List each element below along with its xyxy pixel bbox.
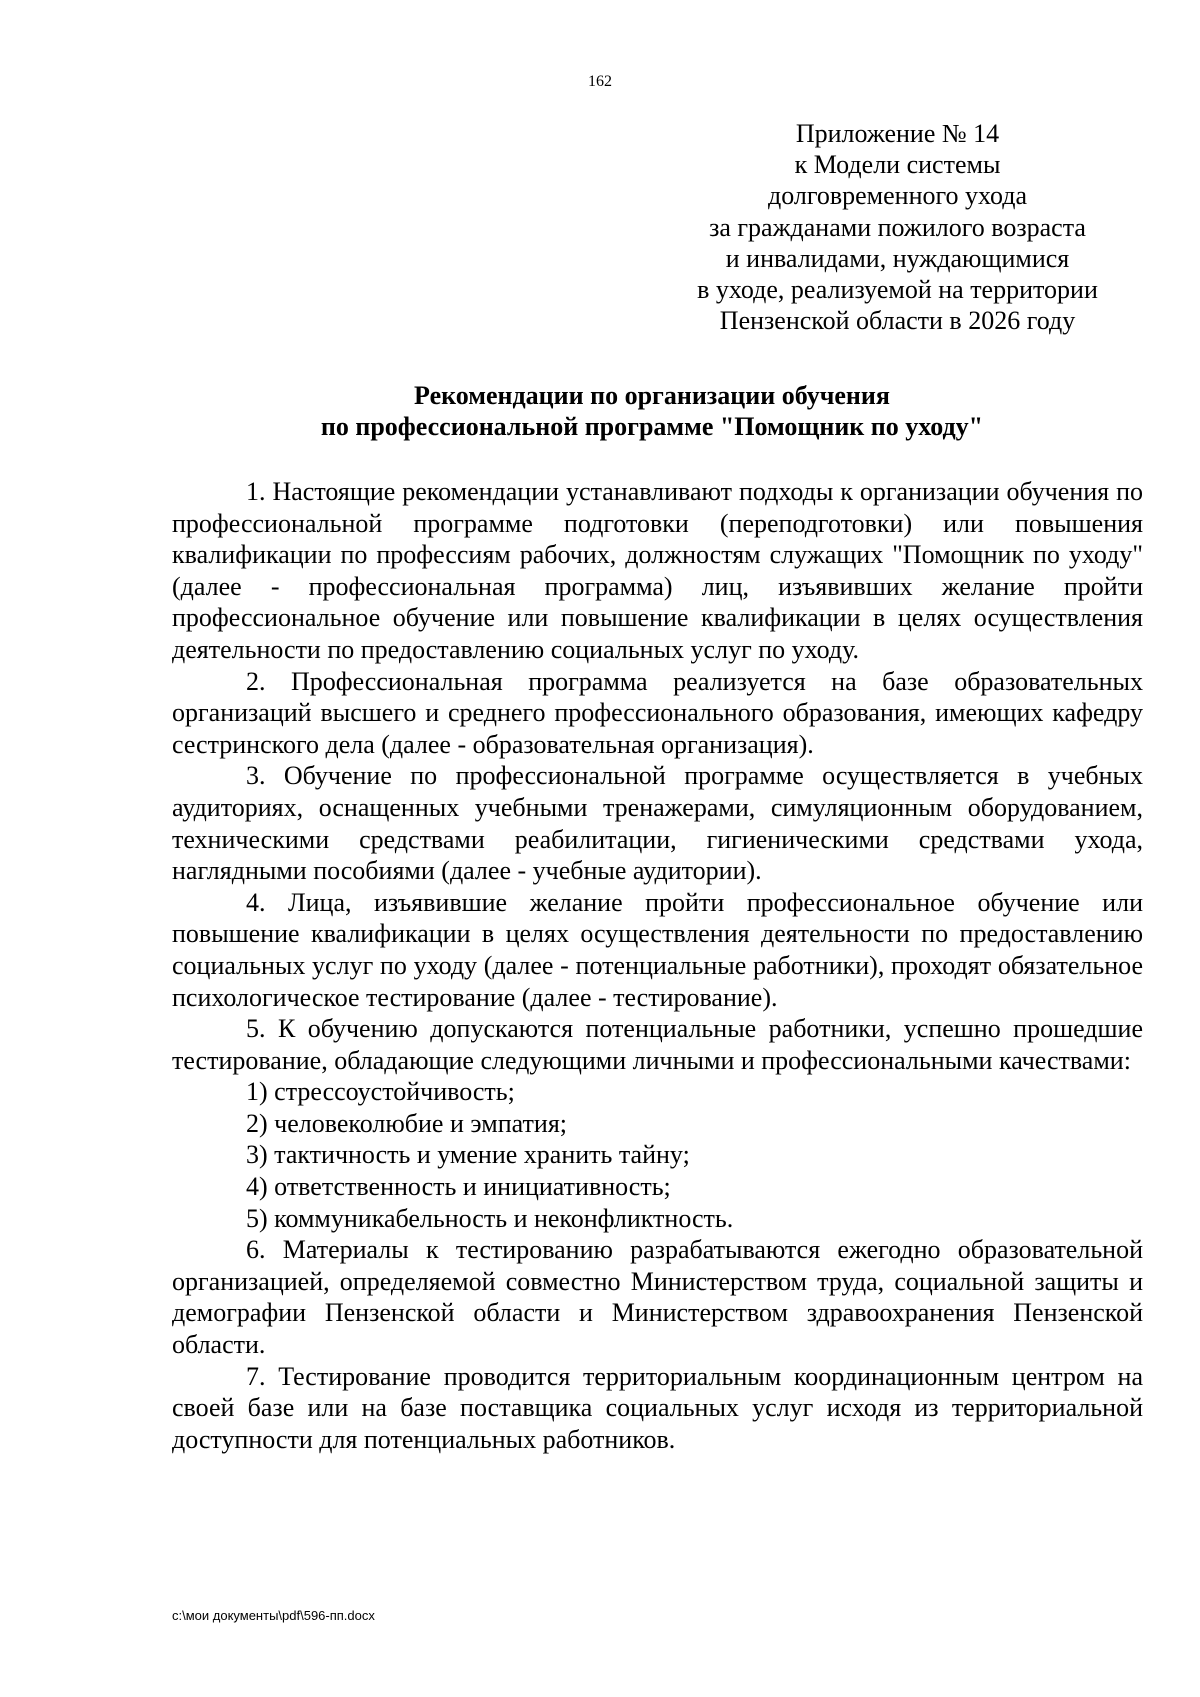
paragraph-7: 7. Тестирование проводится территориальным координационным центром на своей базе или на базе поставщика социальных услуг исходя из территориальной доступности для потенциальных работников. bbox=[172, 1361, 1143, 1454]
quality-item: 3) тактичность и умение хранить тайну; bbox=[246, 1140, 690, 1170]
document-body bbox=[172, 476, 1143, 1455]
paragraph-5: 5. К обучению допускаются потенциальные работники, успешно прошедшие тестирование, обладающие следующими личными и профессиональными качествами: bbox=[172, 1014, 1143, 1075]
appendix-line: Пензенской области в 2026 году bbox=[719, 306, 1076, 336]
paragraph-1: 1. Настоящие рекомендации устанавливают подходы к организации обучения по профессиональной программе подготовки (переподготовки) или повышения квалификации по профессиям рабочих, должностям служащих "Помощник по уходу" (далее - профессиональная программа) лиц, изъявивших желание пройти профессиональное обучение или повышение квалификации в целях осуществления деятельности по предоставлению социальных услуг по уходу. bbox=[172, 477, 1143, 664]
appendix-line: за гражданами пожилого возраста bbox=[709, 212, 1086, 242]
paragraph-6: 6. Материалы к тестированию разрабатываются ежегодно образовательной организацией, определяемой совместно Министерством труда, социальной защиты и демографии Пензенской области и Министерством здравоохранения Пензенской области. bbox=[172, 1235, 1143, 1360]
paragraph-2: 2. Профессиональная программа реализуется на базе образовательных организаций высшего и среднего профессионального образования, имеющих кафедру сестринского дела (далее - образовательная организация). bbox=[172, 666, 1143, 759]
quality-item: 5) коммуникабельность и неконфликтность. bbox=[246, 1203, 734, 1233]
file-path-footer: c:\мои документы\pdf\596-пп.docx bbox=[172, 1608, 375, 1623]
appendix-line: к Модели системы bbox=[794, 150, 1001, 180]
appendix-line: в уходе, реализуемой на территории bbox=[697, 275, 1098, 305]
appendix-header bbox=[660, 118, 1135, 336]
document-title bbox=[172, 380, 1132, 442]
quality-item: 1) стрессоустойчивость; bbox=[246, 1077, 515, 1107]
appendix-line: и инвалидами, нуждающимися bbox=[725, 243, 1070, 273]
quality-item: 2) человеколюбие и эмпатия; bbox=[246, 1108, 568, 1138]
page-number: 162 bbox=[588, 73, 612, 90]
paragraph-4: 4. Лица, изъявившие желание пройти профессиональное обучение или повышение квалификации в целях осуществления деятельности по предоставлению социальных услуг по уходу (далее - потенциальные работники), проходят обязательное психологическое тестирование (далее - тестирование). bbox=[172, 887, 1143, 1012]
title-line: Рекомендации по организации обучения bbox=[414, 381, 890, 410]
paragraph-3: 3. Обучение по профессиональной программе осуществляется в учебных аудиториях, оснащенных учебными тренажерами, симуляционным оборудованием, техническими средствами реабилитации, гигиеническими средствами ухода, наглядными пособиями (далее - учебные аудитории). bbox=[172, 761, 1143, 886]
quality-item: 4) ответственность и инициативность; bbox=[246, 1172, 671, 1202]
title-line: по профессиональной программе "Помощник по уходу" bbox=[320, 412, 984, 441]
appendix-line: Приложение № 14 bbox=[795, 119, 1000, 148]
appendix-line: долговременного ухода bbox=[767, 181, 1028, 211]
